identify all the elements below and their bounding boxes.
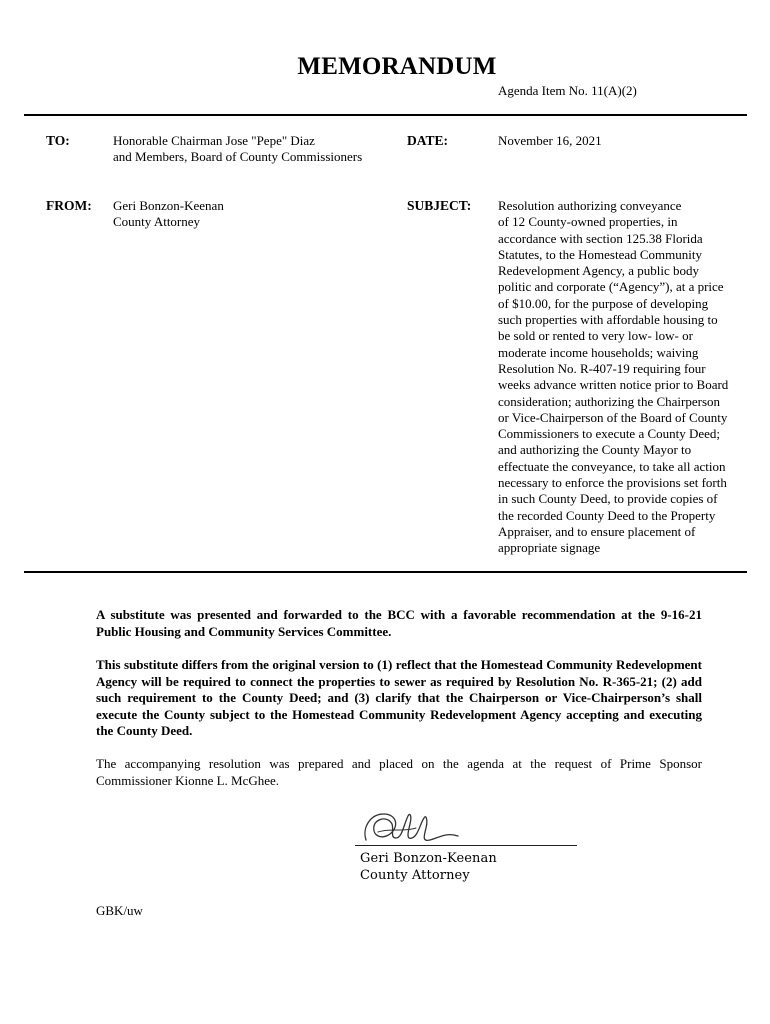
subject-line: consideration; authorizing the Chairperson [498, 393, 721, 409]
subject-line: weeks advance written notice prior to Board [498, 377, 729, 393]
from-line-2: County Attorney [113, 214, 201, 230]
subject-line: necessary to enforce the provisions set forth [498, 475, 727, 491]
from-sender [113, 198, 224, 231]
typist-initials: GBK/uw [96, 903, 143, 918]
subject-line: Resolution No. R-407-19 requiring four [498, 360, 706, 376]
subject-line: or Vice-Chairperson of the Board of County [498, 409, 728, 425]
substitute-differences-paragraph: This substitute differs from the original version to (1) reflect that the Homestead Community Redevelopment Agency will be required to connect the properties to sewer as required by Resolution No. R-365-21; (2) add such requirement to the County Deed; and (3) clarify that the Chairperson or Vice-Chairperson’s shall execute the County subject to the Homestead Community Redevelopment Agency accepting and executing the County Deed. [96, 657, 702, 738]
subject-line: accordance with section 125.38 Florida [498, 230, 703, 246]
agenda-item-number: Agenda Item No. 11(A)(2) [498, 83, 637, 98]
to-line-2: and Members, Board of County Commissioners [113, 149, 363, 165]
signature-line [355, 845, 577, 846]
subject-line: Commissioners to execute a County Deed; [498, 426, 721, 442]
memo-title: MEMORANDUM [297, 53, 497, 80]
subject-line: effectuate the conveyance, to take all action [498, 458, 726, 474]
header-bottom-divider [24, 571, 747, 573]
substitute-note-paragraph: A substitute was presented and forwarded to the BCC with a favorable recommendation at the 9-16-21 Public Housing and Community Services Committee. [96, 607, 702, 639]
to-recipients [113, 133, 362, 166]
subject-line: the recorded County Deed to the Property [498, 507, 716, 523]
from-line-1: Geri Bonzon-Keenan [113, 198, 224, 213]
date-label: DATE: [407, 133, 449, 148]
sponsor-paragraph: The accompanying resolution was prepared and placed on the agenda at the request of Prime Sponsor Commissioner Kionne L. McGhee. [96, 756, 702, 788]
subject-line: Redevelopment Agency, a public body [498, 263, 699, 279]
subject-text [498, 198, 750, 557]
subject-line: politic and corporate (“Agency”), at a price [498, 279, 724, 295]
date-value: November 16, 2021 [498, 133, 602, 148]
to-line-1: Honorable Chairman Jose "Pepe" Diaz [113, 133, 315, 148]
subject-line: such properties with affordable housing to [498, 312, 718, 328]
from-label: FROM: [46, 198, 92, 213]
subject-line: appropriate signage [498, 540, 601, 556]
subject-line: of 12 County-owned properties, in [498, 214, 678, 230]
subject-label: SUBJECT: [407, 198, 472, 213]
signature-block [360, 850, 497, 884]
subject-line: and authorizing the County Mayor to [498, 442, 692, 458]
signatory-name: Geri Bonzon-Keenan [360, 851, 497, 866]
subject-line: in such County Deed, to provide copies of [498, 491, 718, 507]
subject-line: be sold or rented to very low- low- or [498, 328, 693, 344]
top-divider [24, 114, 747, 116]
subject-line: Statutes, to the Homestead Community [498, 246, 703, 262]
to-label: TO: [46, 133, 70, 148]
subject-line: Resolution authorizing conveyance [498, 198, 682, 213]
handwritten-signature [360, 802, 470, 855]
subject-line: Appraiser, and to ensure placement of [498, 523, 696, 539]
subject-line: of $10.00, for the purpose of developing [498, 295, 709, 311]
subject-line: moderate income households; waiving [498, 344, 699, 360]
signatory-title: County Attorney [360, 868, 470, 883]
